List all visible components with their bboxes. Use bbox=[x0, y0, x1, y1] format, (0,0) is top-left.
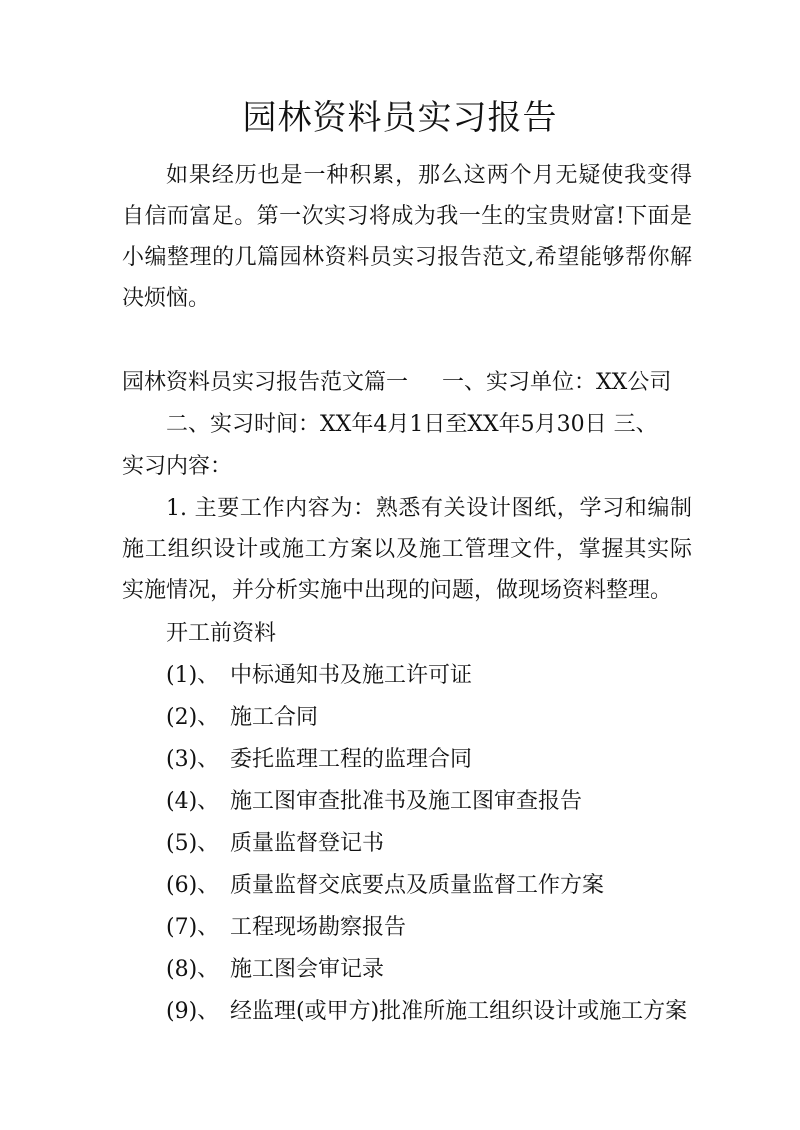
list-item-number: (2)、 bbox=[166, 705, 220, 730]
internship-time-line: 二、实习时间：XX年4月1日至XX年5月30日 三、 bbox=[166, 412, 658, 437]
list-item-text: 质量监督登记书 bbox=[230, 831, 385, 856]
pre-work-heading: 开工前资料 bbox=[166, 621, 277, 646]
list-item-number: (9)、 bbox=[166, 999, 220, 1024]
list-item bbox=[166, 697, 318, 738]
list-item bbox=[166, 739, 472, 780]
list-item-text: 委托监理工程的监理合同 bbox=[230, 747, 473, 772]
list-item-number: (5)、 bbox=[166, 831, 220, 856]
list-item bbox=[166, 781, 582, 822]
list-item-text: 施工图会审记录 bbox=[230, 957, 385, 982]
list-item bbox=[166, 991, 687, 1032]
work-content-paragraph: 1. 主要工作内容为：熟悉有关设计图纸，学习和编制施工组织设计或施工方案以及施工管理文件，掌握其实际实施情况，并分析实施中出现的问题，做现场资料整理。 bbox=[122, 496, 692, 603]
internship-unit-line: 一、实习单位：XX公司 bbox=[442, 370, 672, 395]
list-item-text: 施工合同 bbox=[230, 705, 319, 730]
list-item-text: 质量监督交底要点及质量监督工作方案 bbox=[230, 873, 605, 898]
list-item bbox=[166, 949, 384, 990]
list-item bbox=[166, 907, 406, 948]
intro-paragraph: 如果经历也是一种积累，那么这两个月无疑使我变得自信而富足。第一次实习将成为我一生的宝贵财富!下面是小编整理的几篇园林资料员实习报告范文,希望能够帮你解决烦恼。 bbox=[122, 163, 692, 311]
list-item-number: (3)、 bbox=[166, 747, 220, 772]
list-item-number: (7)、 bbox=[166, 915, 220, 940]
list-item bbox=[166, 655, 472, 696]
internship-content-line: 实习内容： bbox=[122, 454, 233, 479]
list-item-text: 施工图审查批准书及施工图审查报告 bbox=[230, 789, 583, 814]
list-item bbox=[166, 865, 604, 906]
section-heading: 园林资料员实习报告范文篇一 bbox=[122, 370, 409, 395]
list-item-text: 经监理(或甲方)批准所施工组织设计或施工方案 bbox=[230, 999, 688, 1024]
list-item-number: (4)、 bbox=[166, 789, 220, 814]
list-item bbox=[166, 823, 384, 864]
document-title: 园林资料员实习报告 bbox=[242, 98, 558, 138]
list-item-text: 中标通知书及施工许可证 bbox=[230, 663, 473, 688]
list-item-number: (1)、 bbox=[166, 663, 220, 688]
list-item-text: 工程现场勘察报告 bbox=[230, 915, 407, 940]
list-item-number: (6)、 bbox=[166, 873, 220, 898]
list-item-number: (8)、 bbox=[166, 957, 220, 982]
